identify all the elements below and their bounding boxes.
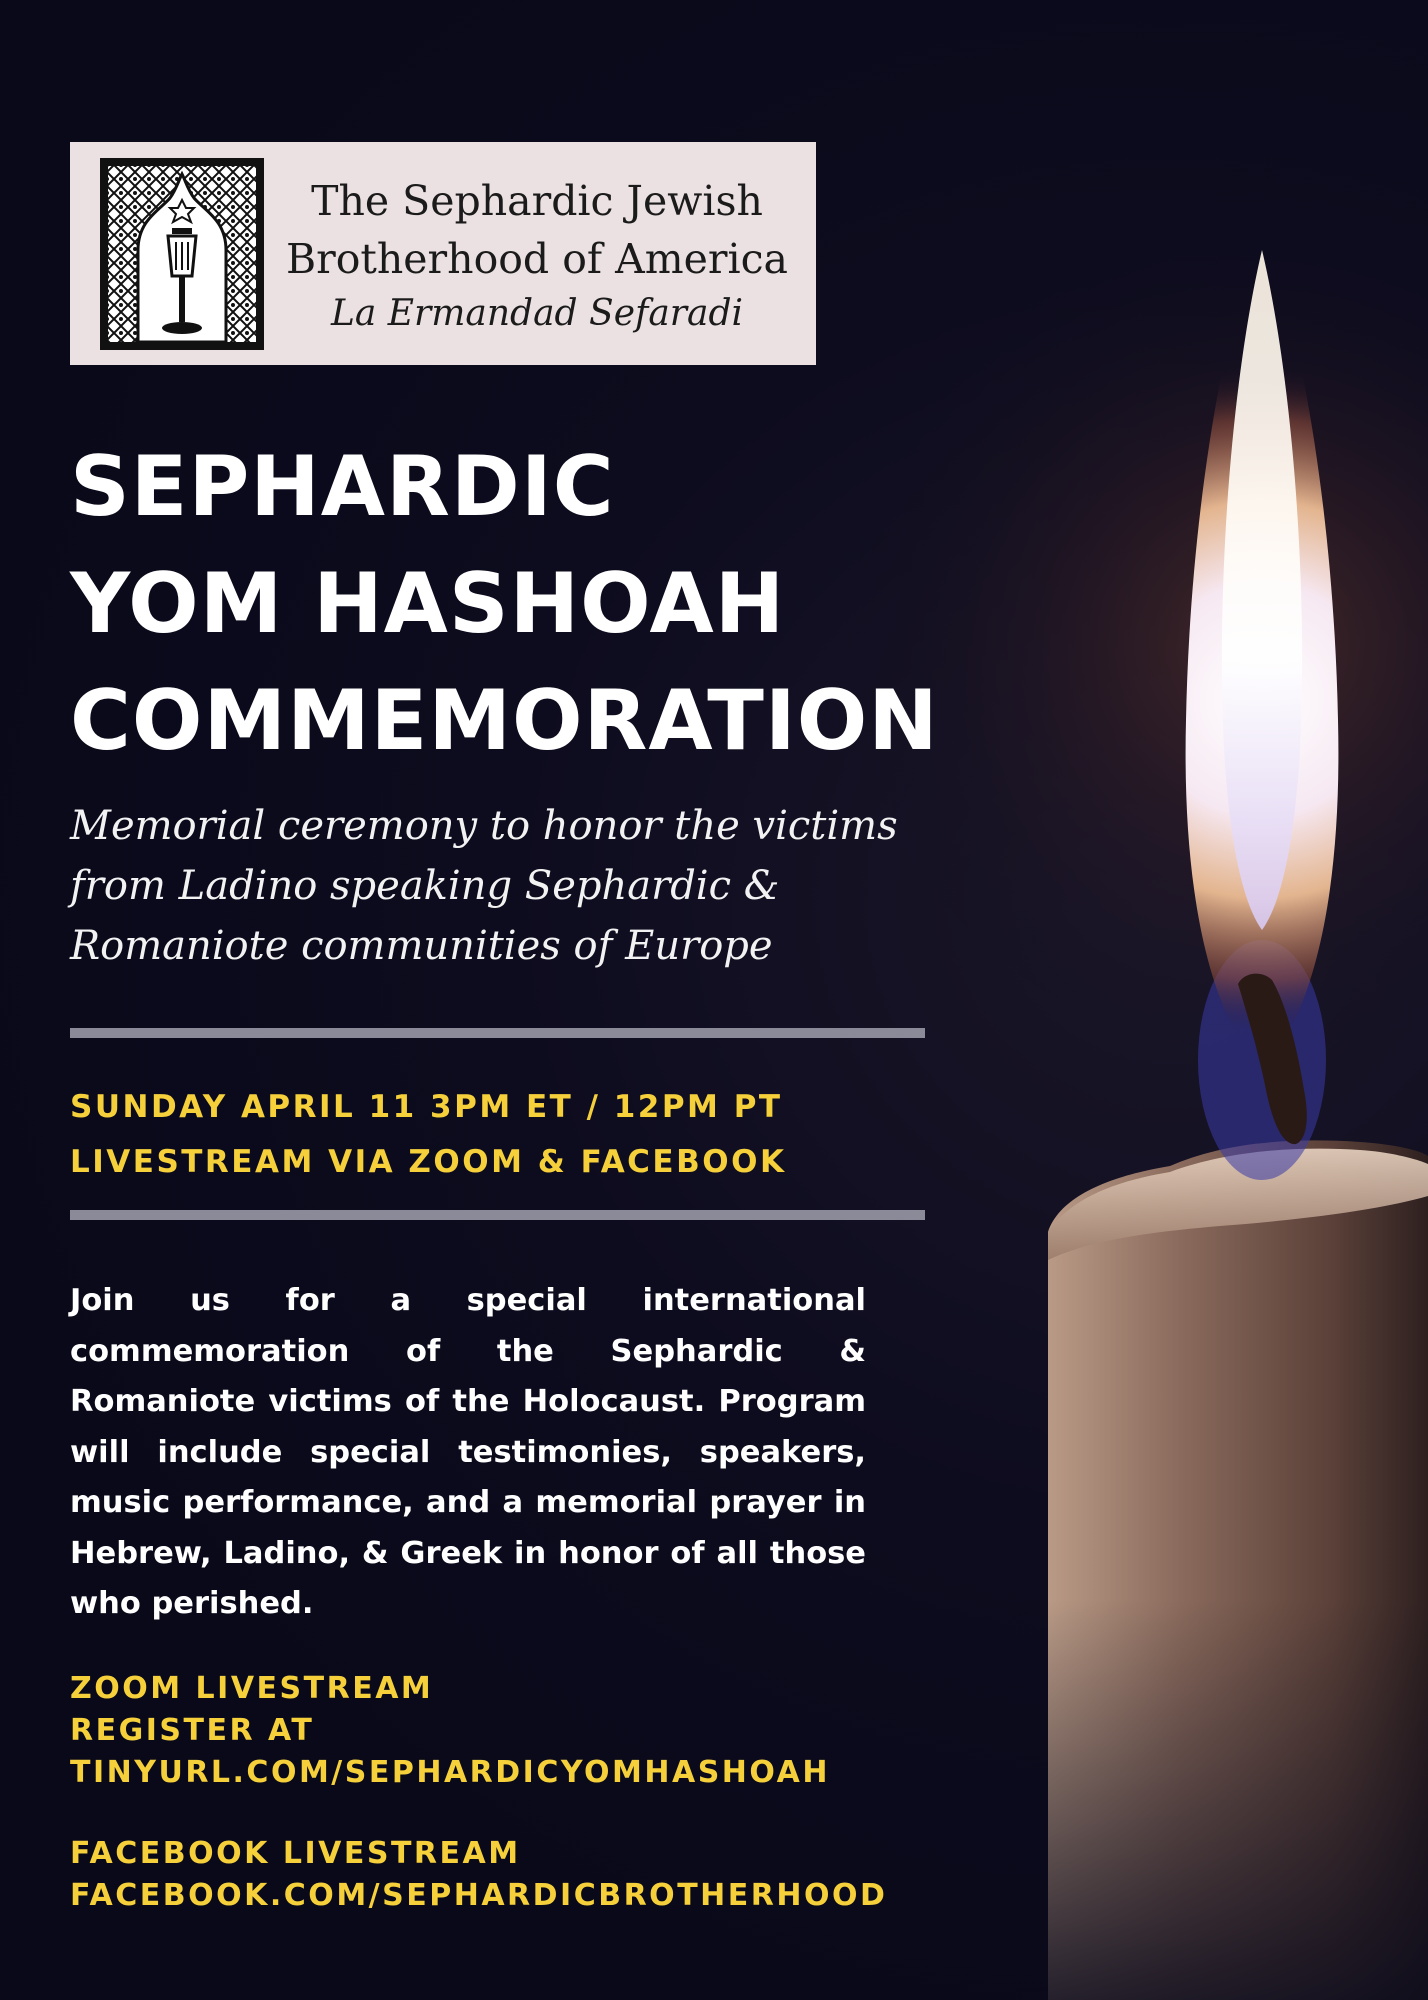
zoom-register-label: REGISTER AT: [70, 1713, 315, 1748]
title-line3: COMMEMORATION: [70, 672, 939, 769]
event-platform: LIVESTREAM VIA ZOOM & FACEBOOK: [70, 1144, 787, 1180]
subtitle-line2: from Ladino speaking Sephardic &: [70, 863, 780, 909]
title-line2: YOM HASHOAH: [70, 555, 786, 652]
subtitle: [70, 796, 950, 976]
page-title: [70, 428, 1030, 779]
logo-text: [272, 172, 802, 340]
facebook-heading: FACEBOOK LIVESTREAM: [70, 1836, 521, 1871]
organization-name-line1: The Sephardic Jewish: [311, 177, 763, 225]
divider-top: [70, 1028, 925, 1038]
facebook-section: [70, 1833, 970, 1917]
logo-banner: [70, 142, 816, 365]
organization-ladino-name: La Ermandad Sefaradi: [330, 293, 744, 334]
zoom-heading: ZOOM LIVESTREAM: [70, 1671, 434, 1706]
subtitle-line1: Memorial ceremony to honor the victims: [70, 803, 898, 849]
divider-bottom: [70, 1210, 925, 1220]
event-description: Join us for a special international commemoration of the Sephardic & Romaniote victims of the Holocaust. Program will include special testimonies, speakers, music performance, and a memorial prayer in Hebrew, Ladino, & Greek in honor of all those who perished.: [70, 1283, 866, 1621]
facebook-page-link[interactable]: FACEBOOK.COM/SEPHARDICBROTHERHOOD: [70, 1878, 888, 1913]
event-datetime: SUNDAY APRIL 11 3PM ET / 12PM PT: [70, 1089, 783, 1125]
subtitle-line3: Romaniote communities of Europe: [70, 923, 773, 969]
zoom-section: [70, 1668, 970, 1794]
lamp-emblem-icon: [100, 158, 264, 350]
zoom-registration-link[interactable]: TINYURL.COM/SEPHARDICYOMHASHOAH: [70, 1755, 830, 1790]
event-info: [70, 1080, 950, 1190]
title-line1: SEPHARDIC: [70, 438, 615, 535]
organization-name-line2: Brotherhood of America: [286, 235, 788, 283]
